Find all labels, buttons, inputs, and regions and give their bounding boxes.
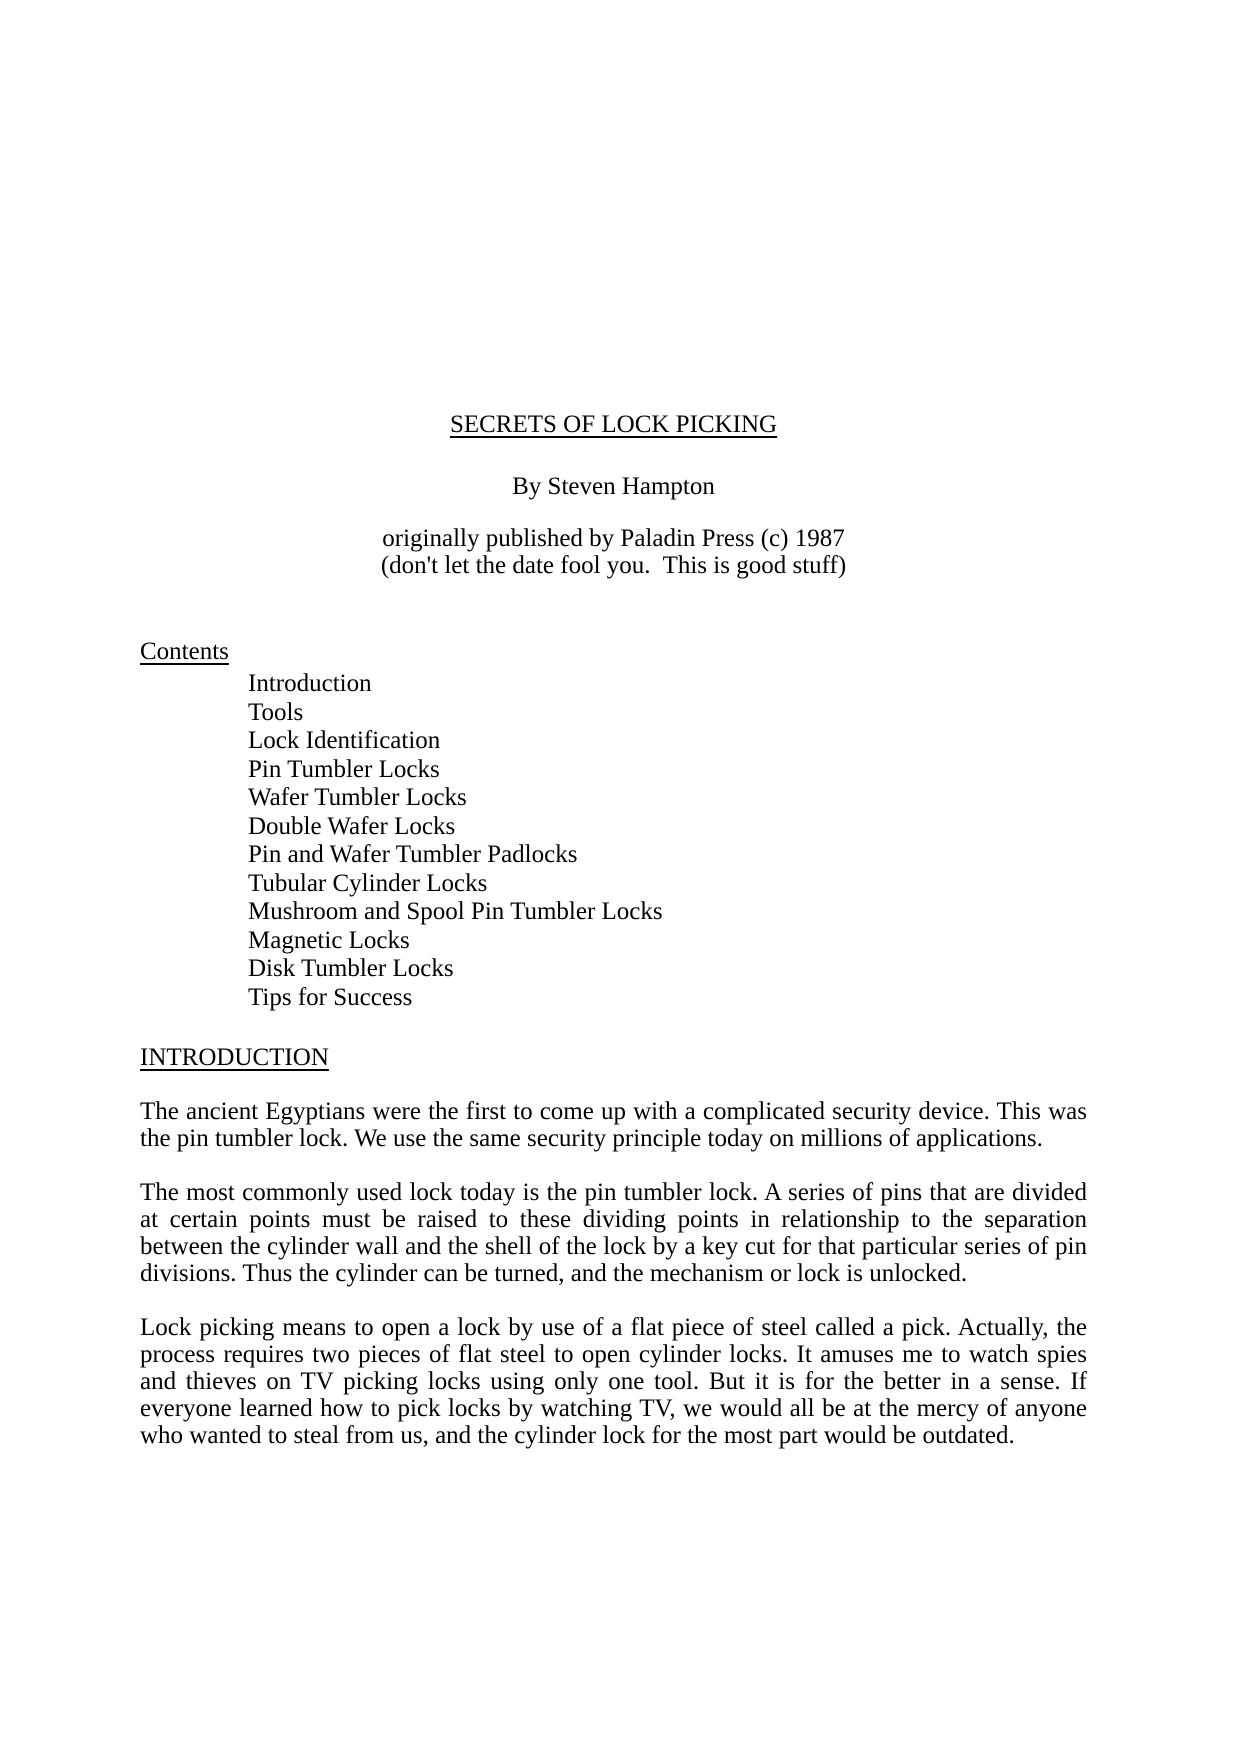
contents-item-mushroom-and-spool-pin-tumbler-locks: Mushroom and Spool Pin Tumbler Locks bbox=[248, 898, 663, 925]
contents-item-tubular-cylinder-locks: Tubular Cylinder Locks bbox=[248, 869, 488, 897]
contents-item-magnetic-locks: Magnetic Locks bbox=[248, 926, 410, 954]
contents-item-lock-identification: Lock Identification bbox=[248, 727, 441, 754]
contents-item-double-wafer-locks: Double Wafer Locks bbox=[248, 812, 456, 840]
introduction-paragraph-2: The most commonly used lock today is the pin tumbler lock. A series of pins that are divided at certain points must be raised to these dividing points in relationship to the separation between the cylinder wall and the shell of the lock by a key cut for that particular series of pin divisions. Thus the cylinder can be turned, and the mechanism or lock is unlocked. bbox=[140, 1179, 1087, 1287]
publisher-block bbox=[140, 525, 1087, 579]
title-line bbox=[140, 411, 1087, 438]
contents-item-tools: Tools bbox=[248, 698, 304, 726]
contents-item-disk-tumbler-locks: Disk Tumbler Locks bbox=[248, 955, 454, 982]
contents-item-pin-tumbler-locks: Pin Tumbler Locks bbox=[248, 755, 440, 783]
contents-item-tips-for-success: Tips for Success bbox=[248, 983, 413, 1011]
contents-heading-line bbox=[140, 638, 1087, 665]
contents-item-pin-and-wafer-tumbler-padlocks: Pin and Wafer Tumbler Padlocks bbox=[248, 841, 578, 868]
page-title: SECRETS OF LOCK PICKING bbox=[449, 411, 778, 438]
publisher-line-2: (don't let the date fool you. This is good stuff) bbox=[380, 552, 847, 579]
contents-heading: Contents bbox=[140, 638, 229, 665]
introduction-paragraph-3: Lock picking means to open a lock by use of a flat piece of steel called a pick. Actually, the process requires two pieces of flat steel to open cylinder locks. It amuses me to watch spies and thieves on TV picking locks using only one tool. But it is for the better in a sense. If everyone learned how to pick locks by watching TV, we would all be at the mercy of anyone who wanted to steal from us, and the cylinder lock for the most part would be outdated. bbox=[140, 1314, 1087, 1449]
introduction-paragraph-1: The ancient Egyptians were the first to come up with a complicated security device. This was the pin tumbler lock. We use the same security principle today on millions of applications. bbox=[140, 1098, 1087, 1152]
introduction-section bbox=[140, 1044, 1087, 1449]
contents-section bbox=[140, 638, 1087, 1012]
contents-item-introduction: Introduction bbox=[248, 670, 372, 697]
publisher-line-1: originally published by Paladin Press (c) 1987 bbox=[382, 525, 845, 552]
introduction-heading: INTRODUCTION bbox=[140, 1044, 329, 1071]
introduction-heading-line bbox=[140, 1044, 1087, 1071]
byline: By Steven Hampton bbox=[512, 473, 715, 500]
contents-list bbox=[248, 670, 1087, 1012]
contents-item-wafer-tumbler-locks: Wafer Tumbler Locks bbox=[248, 784, 467, 811]
